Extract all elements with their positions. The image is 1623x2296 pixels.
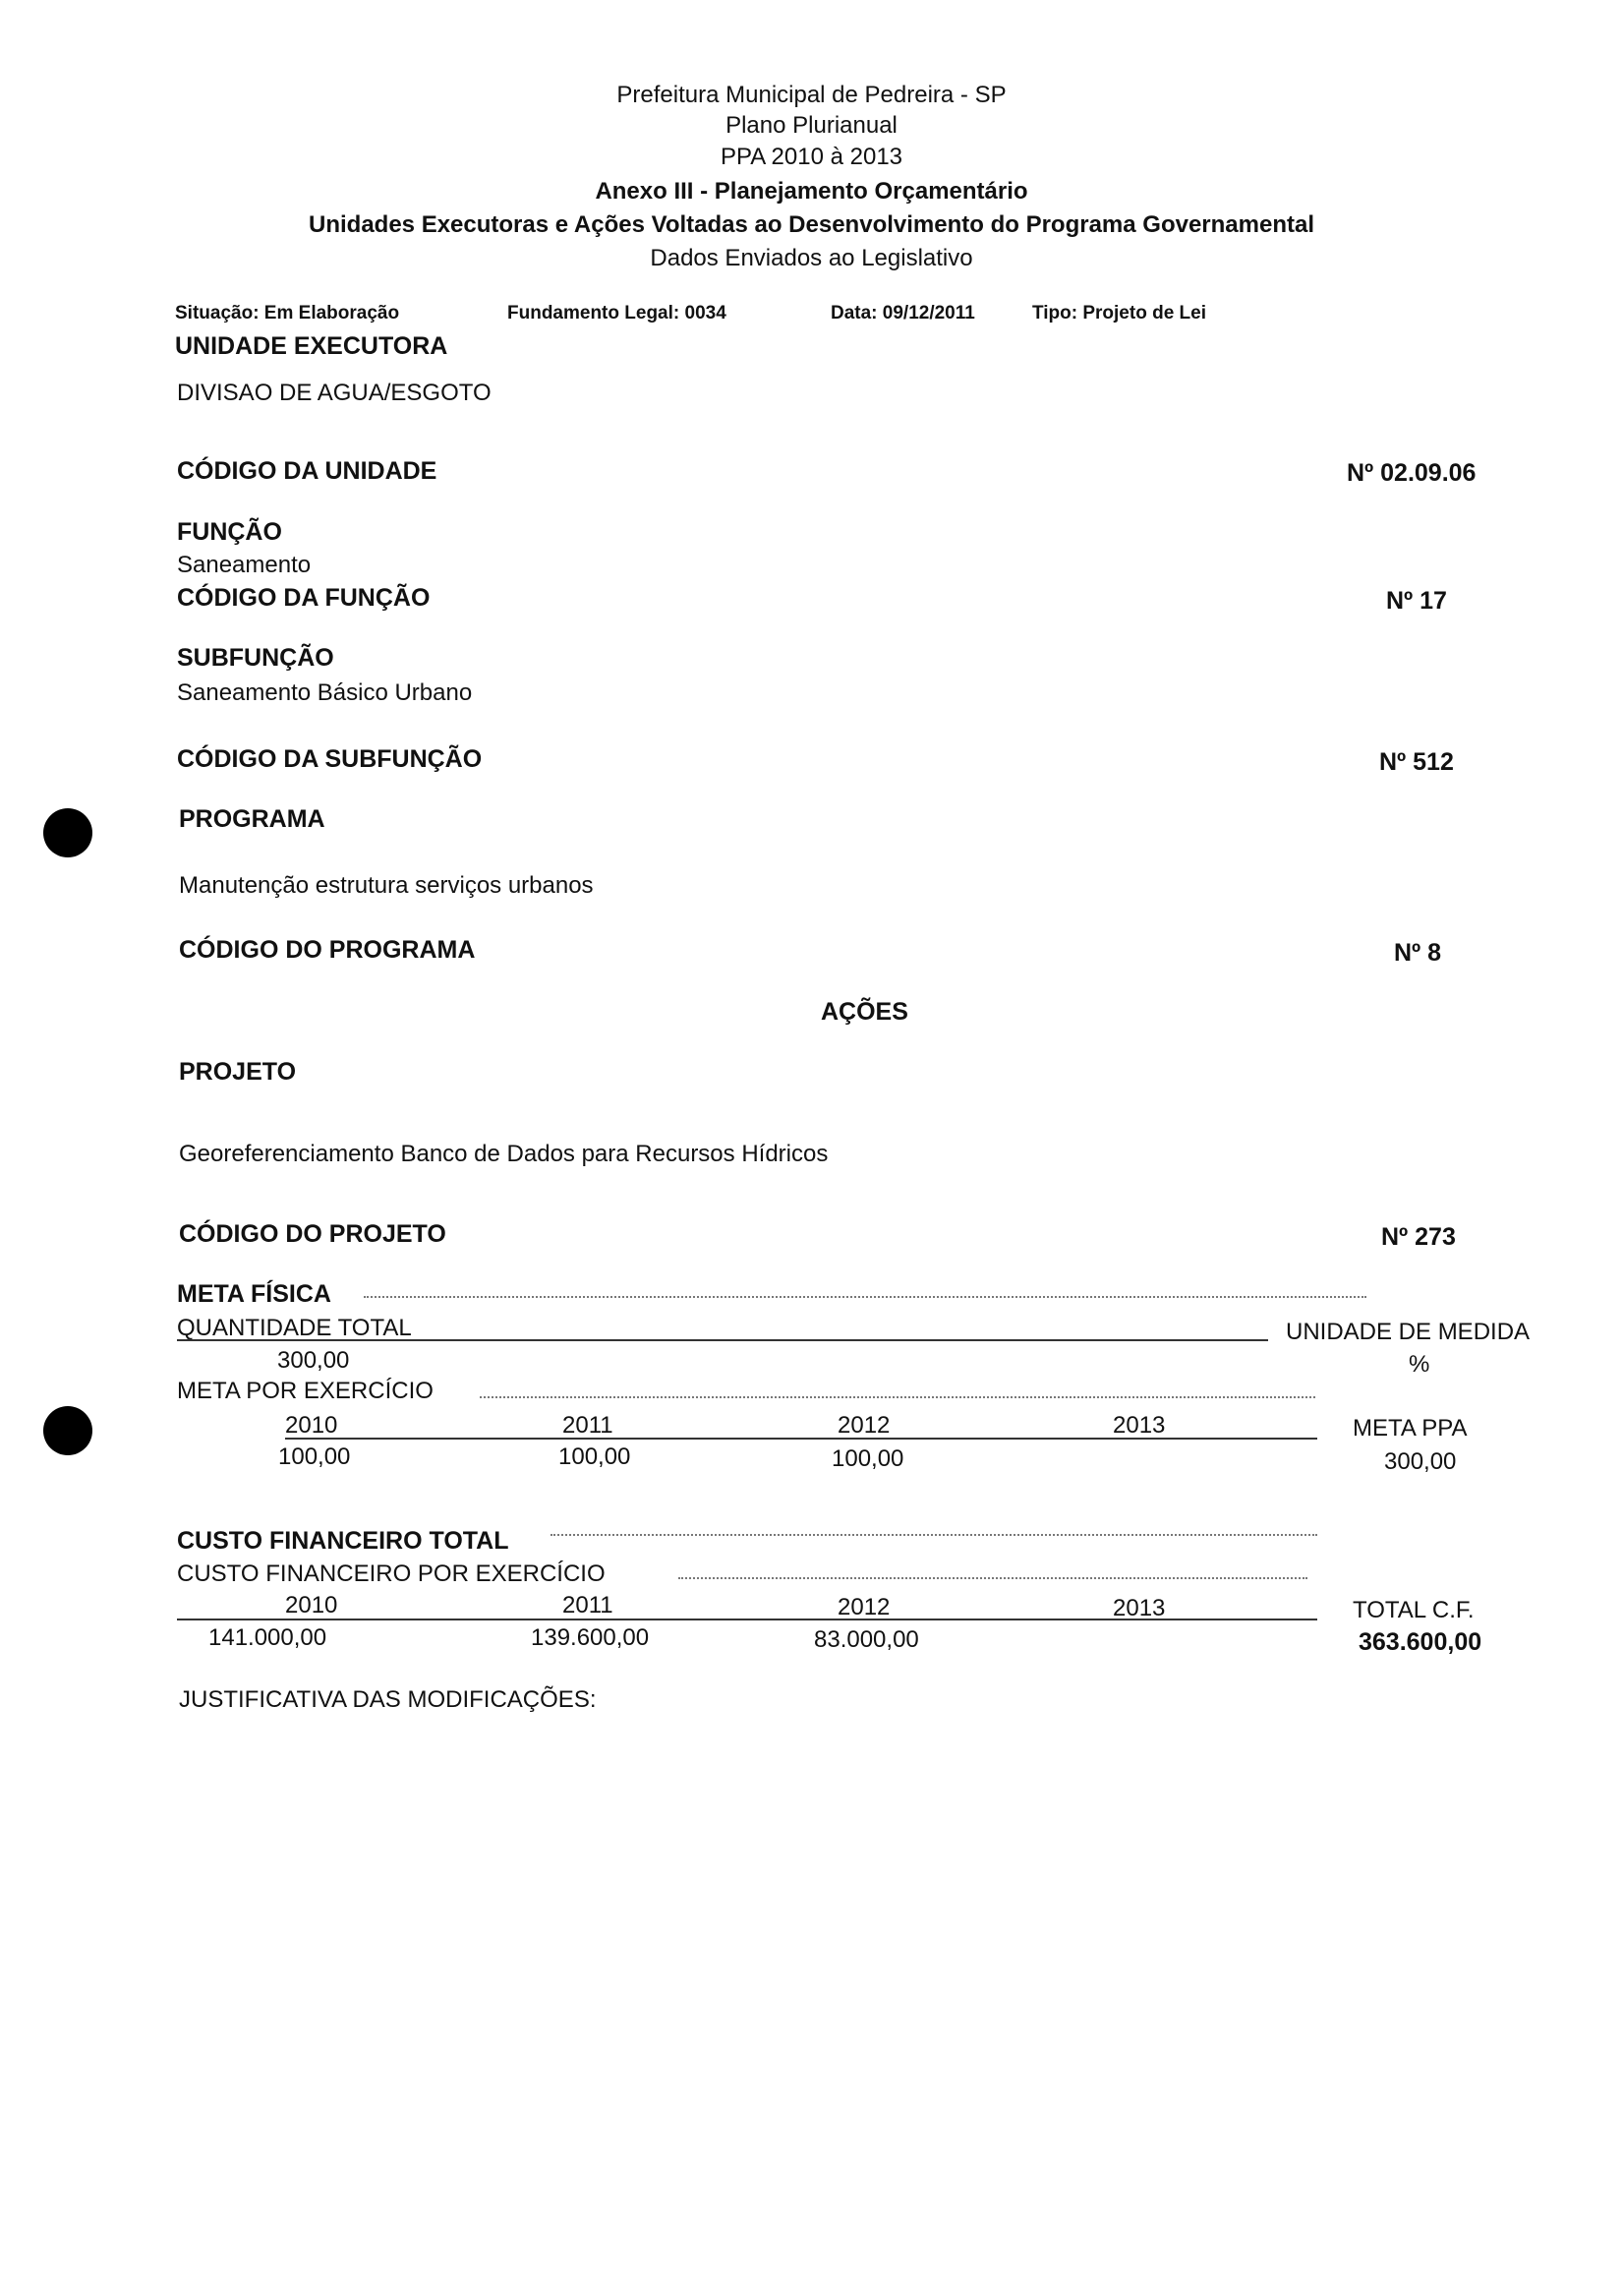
codigo-programa-label: CÓDIGO DO PROGRAMA [179,936,476,964]
meta-year-2011: 2011 [562,1412,613,1439]
total-cf-value: 363.600,00 [1359,1628,1482,1656]
total-cf-label: TOTAL C.F. [1353,1597,1475,1623]
header-annex: Anexo III - Planejamento Orçamentário [595,178,1028,205]
meta-ppa-value: 300,00 [1384,1448,1457,1475]
noise-rule [364,1296,1366,1298]
codigo-funcao-value: Nº 17 [1386,587,1447,615]
meta-year-2013: 2013 [1113,1412,1166,1439]
custo-years-underline [177,1619,1317,1620]
subfuncao-value: Saneamento Básico Urbano [177,679,473,706]
custo-value-2011: 139.600,00 [531,1624,650,1651]
header-status: Dados Enviados ao Legislativo [650,245,973,271]
meta-value-2012: 100,00 [832,1445,904,1472]
programa-label: PROGRAMA [179,805,325,833]
codigo-programa-value: Nº 8 [1394,939,1442,967]
custo-por-exercicio-label: CUSTO FINANCEIRO POR EXERCÍCIO [177,1560,606,1587]
codigo-projeto-label: CÓDIGO DO PROJETO [179,1220,446,1248]
codigo-unidade-value: Nº 02.09.06 [1347,459,1477,487]
quantidade-total-value: 300,00 [277,1347,350,1374]
meta-year-2012: 2012 [838,1412,891,1439]
meta-ppa-label: META PPA [1353,1415,1468,1442]
meta-data: Data: 09/12/2011 [831,303,975,324]
programa-value: Manutenção estrutura serviços urbanos [179,872,594,899]
meta-fisica-label: META FÍSICA [177,1280,331,1308]
funcao-label: FUNÇÃO [177,518,282,546]
codigo-funcao-label: CÓDIGO DA FUNÇÃO [177,584,431,612]
custo-total-label: CUSTO FINANCEIRO TOTAL [177,1527,509,1555]
quantidade-underline [177,1339,1268,1341]
meta-year-2010: 2010 [285,1412,338,1439]
funcao-value: Saneamento [177,552,312,578]
meta-por-exercicio-label: META POR EXERCÍCIO [177,1378,434,1404]
unidade-value: DIVISAO DE AGUA/ESGOTO [177,380,492,406]
custo-year-2011: 2011 [562,1592,613,1619]
unidade-medida-label: UNIDADE DE MEDIDA [1286,1319,1531,1345]
noise-rule [678,1577,1307,1579]
meta-years-underline [285,1438,1317,1440]
codigo-subfuncao-value: Nº 512 [1379,748,1454,776]
acoes-heading: AÇÕES [821,998,908,1026]
meta-situacao: Situação: Em Elaboração [175,303,400,324]
meta-tipo: Tipo: Projeto de Lei [1032,303,1206,324]
header-municipality: Prefeitura Municipal de Pedreira - SP [616,82,1007,108]
projeto-label: PROJETO [179,1058,297,1086]
justificativa-label: JUSTIFICATIVA DAS MODIFICAÇÕES: [179,1686,597,1713]
quantidade-total-label: QUANTIDADE TOTAL [177,1315,412,1341]
noise-rule [480,1396,1315,1398]
custo-value-2010: 141.000,00 [208,1624,327,1651]
header-subject: Unidades Executoras e Ações Voltadas ao Desenvolvimento do Programa Governamental [309,211,1314,238]
meta-value-2011: 100,00 [558,1443,631,1470]
subfuncao-label: SUBFUNÇÃO [177,644,334,672]
projeto-value: Georeferenciamento Banco de Dados para Recursos Hídricos [179,1141,829,1167]
meta-fundamento: Fundamento Legal: 0034 [507,303,726,324]
punch-hole-top [43,808,92,857]
unidade-medida-value: % [1409,1351,1430,1378]
header-plan-title: Plano Plurianual [725,112,898,139]
header-period: PPA 2010 à 2013 [720,144,903,170]
custo-year-2010: 2010 [285,1592,338,1619]
meta-value-2010: 100,00 [278,1443,351,1470]
codigo-subfuncao-label: CÓDIGO DA SUBFUNÇÃO [177,745,483,773]
codigo-projeto-value: Nº 273 [1381,1223,1456,1251]
punch-hole-bottom [43,1406,92,1455]
noise-rule [551,1534,1317,1536]
custo-value-2012: 83.000,00 [814,1626,919,1653]
custo-year-2012: 2012 [838,1594,891,1620]
codigo-unidade-label: CÓDIGO DA UNIDADE [177,457,437,485]
custo-year-2013: 2013 [1113,1595,1166,1621]
unidade-label: UNIDADE EXECUTORA [175,332,448,360]
